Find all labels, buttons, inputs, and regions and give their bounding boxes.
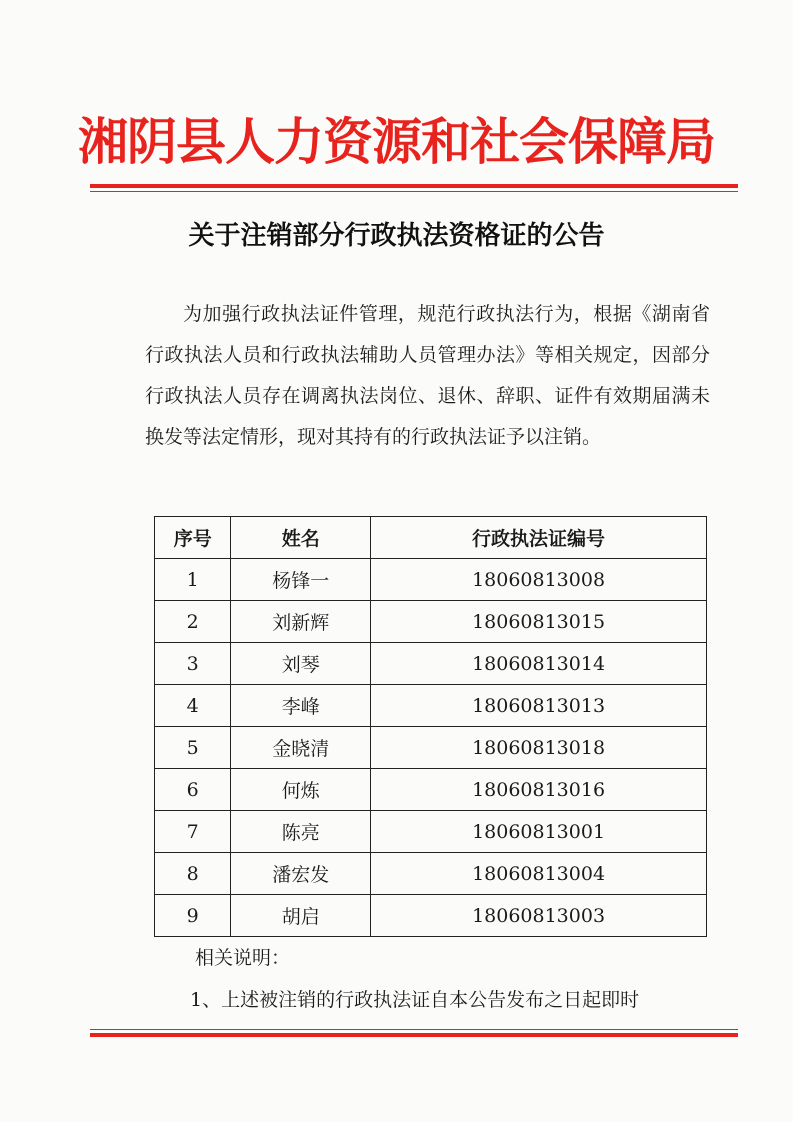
row-name: 何炼 <box>231 769 371 811</box>
row-cert-number: 18060813003 <box>371 895 707 937</box>
agency-letterhead: 湘阴县人力资源和社会保障局 <box>78 113 715 171</box>
row-number: 1 <box>155 559 231 601</box>
row-number: 3 <box>155 643 231 685</box>
row-number: 9 <box>155 895 231 937</box>
table-row <box>155 853 707 895</box>
column-header-number: 序号 <box>155 517 231 559</box>
table-row <box>155 769 707 811</box>
row-name: 潘宏发 <box>231 853 371 895</box>
row-name: 金晓清 <box>231 727 371 769</box>
notice-title: 关于注销部分行政执法资格证的公告 <box>188 221 605 251</box>
row-cert-number: 18060813001 <box>371 811 707 853</box>
row-cert-number: 18060813014 <box>371 643 707 685</box>
row-cert-number: 18060813013 <box>371 685 707 727</box>
table-row <box>155 895 707 937</box>
notice-body: 为加强行政执法证件管理，规范行政执法行为，根据《湖南省行政执法人员和行政执法辅助人员管理办法》等相关规定，因部分行政执法人员存在调离执法岗位、退休、辞职、证件有效期届满未换发等法定情形，现对其持有的行政执法证予以注销。 <box>145 303 710 448</box>
row-name: 杨锋一 <box>231 559 371 601</box>
revoked-certificates-table <box>154 516 707 937</box>
row-cert-number: 18060813004 <box>371 853 707 895</box>
row-cert-number: 18060813018 <box>371 727 707 769</box>
row-name: 胡启 <box>231 895 371 937</box>
table-row <box>155 811 707 853</box>
row-number: 4 <box>155 685 231 727</box>
row-name: 李峰 <box>231 685 371 727</box>
row-number: 5 <box>155 727 231 769</box>
row-cert-number: 18060813015 <box>371 601 707 643</box>
table-row <box>155 643 707 685</box>
column-header-name: 姓名 <box>231 517 371 559</box>
column-header-cert-number: 行政执法证编号 <box>371 517 707 559</box>
row-number: 7 <box>155 811 231 853</box>
row-name: 刘新辉 <box>231 601 371 643</box>
row-cert-number: 18060813016 <box>371 769 707 811</box>
row-name: 刘琴 <box>231 643 371 685</box>
remarks-item: 1、上述被注销的行政执法证自本公告发布之日起即时 <box>190 989 640 1011</box>
row-name: 陈亮 <box>231 811 371 853</box>
table-row <box>155 727 707 769</box>
table-row <box>155 685 707 727</box>
row-number: 8 <box>155 853 231 895</box>
row-number: 2 <box>155 601 231 643</box>
footer-divider <box>90 1029 738 1037</box>
table-row <box>155 559 707 601</box>
row-cert-number: 18060813008 <box>371 559 707 601</box>
remarks-heading: 相关说明： <box>195 947 291 969</box>
row-number: 6 <box>155 769 231 811</box>
letterhead-divider <box>90 184 738 192</box>
table-header-row <box>155 517 707 559</box>
table-row <box>155 601 707 643</box>
